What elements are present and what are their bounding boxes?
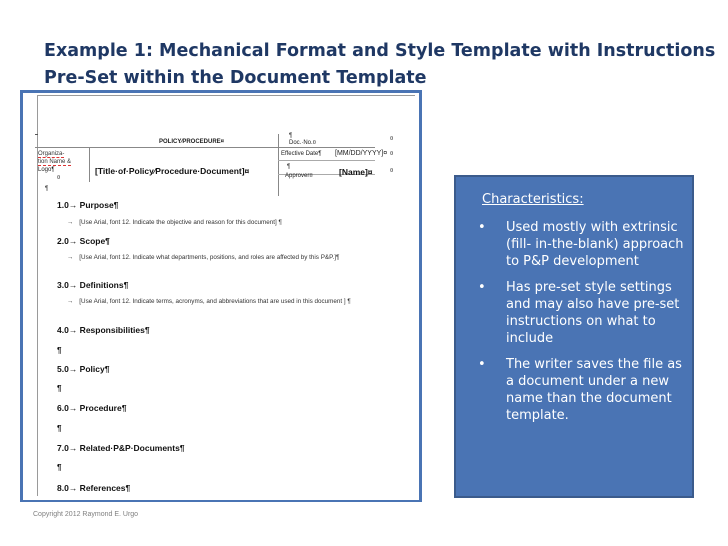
section-instruction-scope: → [Use Arial, font 12. Indicate what departments, positions, and roles are affected by this P&P.]¶ [67, 254, 340, 261]
policy-procedure-label: POLICY⁄PROCEDURE¤ [159, 139, 225, 145]
slide-title-line-1: Example 1: Mechanical Format and Style Template with Instructions [44, 41, 716, 61]
list-item [476, 219, 688, 270]
bullet-icon: • [478, 220, 486, 235]
effective-date-label: Effective Date¶ [281, 151, 322, 157]
section-heading-responsibilities: 4.0→ Responsibilities¶ [57, 325, 150, 335]
section-heading-definitions: 3.0→ Definitions¶ [57, 280, 129, 290]
empty-paragraph-mark: ¶ [57, 424, 62, 433]
section-heading-policy: 5.0→ Policy¶ [57, 364, 110, 374]
cell-end-mark: ¤ [390, 151, 394, 157]
approver-label: Approver¤ [285, 173, 313, 179]
section-instruction-purpose: → [Use Arial, font 12. Indicate the objective and reason for this document] ¶ [67, 219, 282, 226]
org-cell-mark: ¤ [57, 175, 61, 181]
section-heading-procedure: 6.0→ Procedure¶ [57, 403, 127, 413]
bullet-icon: • [478, 357, 486, 372]
cell-end-mark: ¤ [390, 168, 394, 174]
document-header-table [35, 133, 394, 196]
instruction-text: [Use Arial, font 12. Indicate terms, acronyms, and abbreviations that are used in this document ] ¶ [79, 298, 351, 305]
approver-para-mark: ¶ [287, 164, 291, 170]
org-name-line-2: tion Name & [38, 159, 72, 165]
document-frame-top-bar [23, 90, 419, 93]
section-heading-scope: 2.0→ Scope¶ [57, 236, 110, 246]
cell-end-mark: ¤ [390, 136, 394, 142]
approver-value: [Name]¤ [339, 167, 373, 177]
table-line [35, 147, 375, 148]
characteristic-text: The writer saves the file as a document under a new name than the document template. [506, 357, 682, 423]
empty-paragraph-mark: ¶ [57, 463, 62, 472]
table-line [278, 134, 279, 196]
doc-no-label: Doc.·No.¤ [289, 140, 317, 146]
table-line [35, 134, 38, 135]
section-heading-related-documents: 7.0→ Related·P&P·Documents¶ [57, 443, 185, 453]
list-item [476, 279, 688, 347]
document-title-field: [Title·of·Policy⁄Procedure·Document]¤ [95, 166, 250, 176]
list-item [476, 356, 688, 424]
instruction-text: [Use Arial, font 12. Indicate what departments, positions, and roles are affected by this P&P.]¶ [79, 254, 340, 261]
header-para-mark: ¶ [45, 186, 49, 192]
document-template-screenshot [20, 90, 422, 502]
section-heading-purpose: 1.0→ Purpose¶ [57, 200, 119, 210]
characteristics-list [476, 219, 688, 433]
instruction-text: [Use Arial, font 12. Indicate the objective and reason for this document] ¶ [79, 219, 282, 226]
org-logo-label: Logo¶ [38, 167, 55, 173]
org-name-line-1: Organiza- [38, 151, 65, 157]
empty-paragraph-mark: ¶ [57, 384, 62, 393]
table-line [89, 148, 90, 182]
characteristics-panel [454, 175, 694, 498]
section-instruction-definitions: → [Use Arial, font 12. Indicate terms, acronyms, and abbreviations that are used in this document ] ¶ [67, 298, 351, 305]
slide-title-line-2: Pre-Set within the Document Template [44, 68, 427, 88]
copyright-notice: Copyright 2012 Raymond E. Urgo [33, 511, 139, 518]
empty-paragraph-mark: ¶ [57, 346, 62, 355]
characteristic-text: Used mostly with extrinsic (fill- in-the-blank) approach to P&P development [506, 220, 684, 269]
effective-date-value: [MM/DD/YYYY]¤ [335, 150, 388, 157]
table-line [278, 160, 375, 161]
slide-title [44, 38, 716, 92]
bullet-icon: • [478, 280, 486, 295]
characteristics-heading: Characteristics: [482, 192, 584, 207]
characteristic-text: Has pre-set style settings and may also have pre-set instructions on what to include [506, 280, 680, 346]
doc-no-para-mark: ¶ [289, 133, 293, 139]
section-heading-references: 8.0→ References¶ [57, 483, 131, 493]
